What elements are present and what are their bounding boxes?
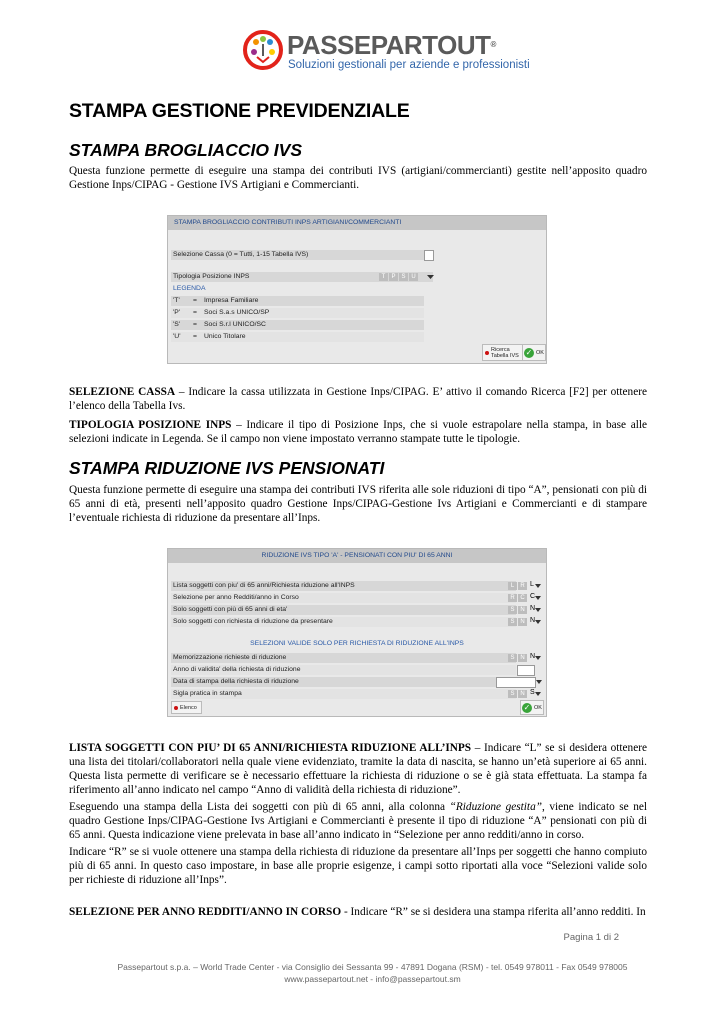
ok-button[interactable]: ✓ OK bbox=[520, 700, 544, 715]
chevron-down-icon[interactable] bbox=[535, 620, 541, 624]
key-u[interactable]: U bbox=[409, 273, 418, 281]
chevron-down-icon[interactable] bbox=[535, 656, 541, 660]
selezione-cassa-input[interactable] bbox=[424, 250, 434, 261]
brand-tagline: Soluzioni gestionali per aziende e professionisti bbox=[288, 59, 530, 71]
panel-title: STAMPA BROGLIACCIO CONTRIBUTI INPS ARTIGIANI/COMMERCIANTI bbox=[168, 216, 546, 230]
legend-row: 'T' = Impresa Familiare bbox=[171, 296, 424, 306]
paragraph-selezione-cassa: SELEZIONE CASSA – Indicare la cassa utilizzata in Gestione Inps/CIPAG. E’ attivo il comando Ricerca [F2] per ottenere l’elenco della Tabella Ivs. bbox=[69, 386, 647, 412]
field-data-stampa: Data di stampa della richiesta di riduzione bbox=[171, 677, 516, 687]
check-icon: ✓ bbox=[523, 702, 531, 712]
chevron-down-icon[interactable] bbox=[535, 596, 541, 600]
ok-button[interactable]: ✓ OK bbox=[522, 344, 546, 361]
paragraph-indicare-r: Indicare “R” se si vuole ottenere una stampa della richiesta di riduzione da presentare all’Inps per soggetti che hanno compiuto più di 65 anni. In questo caso impostare, in base alle proprie esigenze, i campi sotto riportati alla voce “Selezioni valide solo per richieste di riduzione all’Inps”. bbox=[69, 846, 647, 886]
elenco-button[interactable]: Elenco bbox=[171, 701, 202, 714]
brand-name: PASSEPARTOUT® bbox=[287, 30, 496, 60]
panel-title: RIDUZIONE IVS TIPO 'A' - PENSIONATI CON PIU' DI 65 ANNI bbox=[168, 549, 546, 563]
field-value[interactable]: N bbox=[530, 653, 536, 660]
screenshot-brogliaccio-panel bbox=[167, 215, 547, 364]
anno-validita-input[interactable] bbox=[517, 665, 535, 676]
ricerca-tabella-ivs-button[interactable]: Ricerca Tabella IVS bbox=[482, 344, 524, 361]
chevron-down-icon[interactable] bbox=[536, 680, 542, 684]
logo-mark-icon bbox=[243, 30, 283, 70]
legend-title: LEGENDA bbox=[173, 285, 206, 292]
section-intro-riduzione: Questa funzione permette di eseguire una stampa dei contributi IVS riferita alle sole riduzioni di tipo “A”, pensionati con più di 65 anni di età, presenti nell’apposito quadro Gestione Inps/CIPAG-Gestione Ivs Artigiani e Commercianti e di stampare l’eventuale richiesta di riduzione da presentare all’Inps. bbox=[69, 484, 647, 524]
chevron-down-icon[interactable] bbox=[427, 275, 434, 280]
page-number: Pagina 1 di 2 bbox=[563, 932, 619, 943]
footer-address bbox=[0, 961, 725, 985]
field-sigla-pratica: Sigla pratica in stampa S N bbox=[171, 689, 516, 699]
chevron-down-icon[interactable] bbox=[535, 608, 541, 612]
field-value[interactable]: S bbox=[530, 689, 535, 696]
paragraph-tipologia-posizione: TIPOLOGIA POSIZIONE INPS – Indicare il tipo di Posizione Inps, che si vuole estrapolare nella stampa, in base alle selezioni indicate in Legenda. Se il campo non viene impostato verranno stampate tutte le tipologie. bbox=[69, 419, 647, 445]
legend-row: 'P' = Soci S.a.s UNICO/SP bbox=[171, 308, 424, 318]
field-tipologia-posizione: Tipologia Posizione INPS T P S U bbox=[171, 272, 433, 282]
key-s[interactable]: S bbox=[399, 273, 408, 281]
chevron-down-icon[interactable] bbox=[535, 692, 541, 696]
field-selezione-cassa: Selezione Cassa (0 = Tutti, 1-15 Tabella IVS) bbox=[171, 250, 433, 260]
footer-company-address: Passepartout s.p.a. – World Trade Center - via Consiglio dei Sessanta 99 - 47891 Dogana (RSM) - tel. 0549 978011 - Fax 0549 978005 bbox=[117, 962, 628, 972]
screenshot-riduzione-panel bbox=[167, 548, 547, 717]
field-solo-richiesta: Solo soggetti con richiesta di riduzione da presentare S N bbox=[171, 617, 516, 627]
red-dot-icon bbox=[174, 706, 178, 710]
legend-row: 'S' = Soci S.r.l UNICO/SC bbox=[171, 320, 424, 330]
check-icon: ✓ bbox=[525, 347, 533, 357]
key-t[interactable]: T bbox=[379, 273, 388, 281]
field-memorizzazione: Memorizzazione richieste di riduzione S N bbox=[171, 653, 516, 663]
field-solo-65-anni: Solo soggetti con più di 65 anni di eta' S N bbox=[171, 605, 516, 615]
paragraph-eseguendo: Eseguendo una stampa della Lista dei soggetti con più di 65 anni, alla colonna “Riduzione gestita”, viene indicato se nel quadro Gestione Inps/CIPAG-Gestione Ivs Artigiani e Commercianti è presente il tipo di riduzione “A” pensionati con più di 65 anni. Questa indicazione viene prelevata in base all’anno indicato in “Selezione per anno redditi/anno in corso. bbox=[69, 801, 648, 841]
chevron-down-icon[interactable] bbox=[535, 584, 541, 588]
red-dot-icon bbox=[485, 351, 489, 355]
section-heading-riduzione: STAMPA RIDUZIONE IVS PENSIONATI bbox=[69, 458, 385, 478]
company-logo bbox=[243, 28, 530, 76]
paragraph-selezione-anno: SELEZIONE PER ANNO REDDITI/ANNO IN CORSO - Indicare “R” se si desidera una stampa riferita all’anno redditi. In bbox=[69, 906, 646, 918]
footer-web: www.passepartout.net - info@passepartout.sm bbox=[284, 974, 461, 984]
paragraph-lista-soggetti: LISTA SOGGETTI CON PIU’ DI 65 ANNI/RICHIESTA RIDUZIONE ALL’INPS – Indicare “L” se si desidera ottenere una lista dei titolari/collaboratori nella quale viene evidenziato, tramite la data di nascita, se hanno un’età superiore ai 65 anni. Questa lista permette di verificare se è necessario effettuare la richiesta di riduzione o se è già stata effettuata. La stampa fa riferimento all’anno indicato nel campo “Anno di validità della richiesta di riduzione”. bbox=[69, 742, 647, 796]
legend-row: 'U' = Unico Titolare bbox=[171, 332, 424, 342]
field-value[interactable]: C bbox=[530, 593, 536, 600]
field-value[interactable]: N bbox=[530, 605, 536, 612]
section-intro-brogliaccio: Questa funzione permette di eseguire una stampa dei contributi IVS (artigiani/commercianti) gestite nell’apposito quadro Gestione Inps/CIPAG - Gestione IVS Artigiani e Commercianti. bbox=[69, 165, 647, 191]
field-anno-validita: Anno di validita' della richiesta di riduzione bbox=[171, 665, 516, 675]
section-heading-brogliaccio: STAMPA BROGLIACCIO IVS bbox=[69, 140, 303, 160]
field-lista-soggetti: Lista soggetti con piu' di 65 anni/Richiesta riduzione all'INPS L R bbox=[171, 581, 516, 591]
field-anno-redditi: Selezione per anno Redditi/anno in Corso R C bbox=[171, 593, 516, 603]
field-value[interactable]: N bbox=[530, 617, 536, 624]
field-value[interactable]: L bbox=[530, 581, 534, 588]
page-title: STAMPA GESTIONE PREVIDENZIALE bbox=[69, 100, 410, 122]
data-stampa-input[interactable] bbox=[496, 677, 536, 688]
key-p[interactable]: P bbox=[389, 273, 398, 281]
section-title: SELEZIONI VALIDE SOLO PER RICHIESTA DI RIDUZIONE ALL'INPS bbox=[250, 640, 464, 647]
